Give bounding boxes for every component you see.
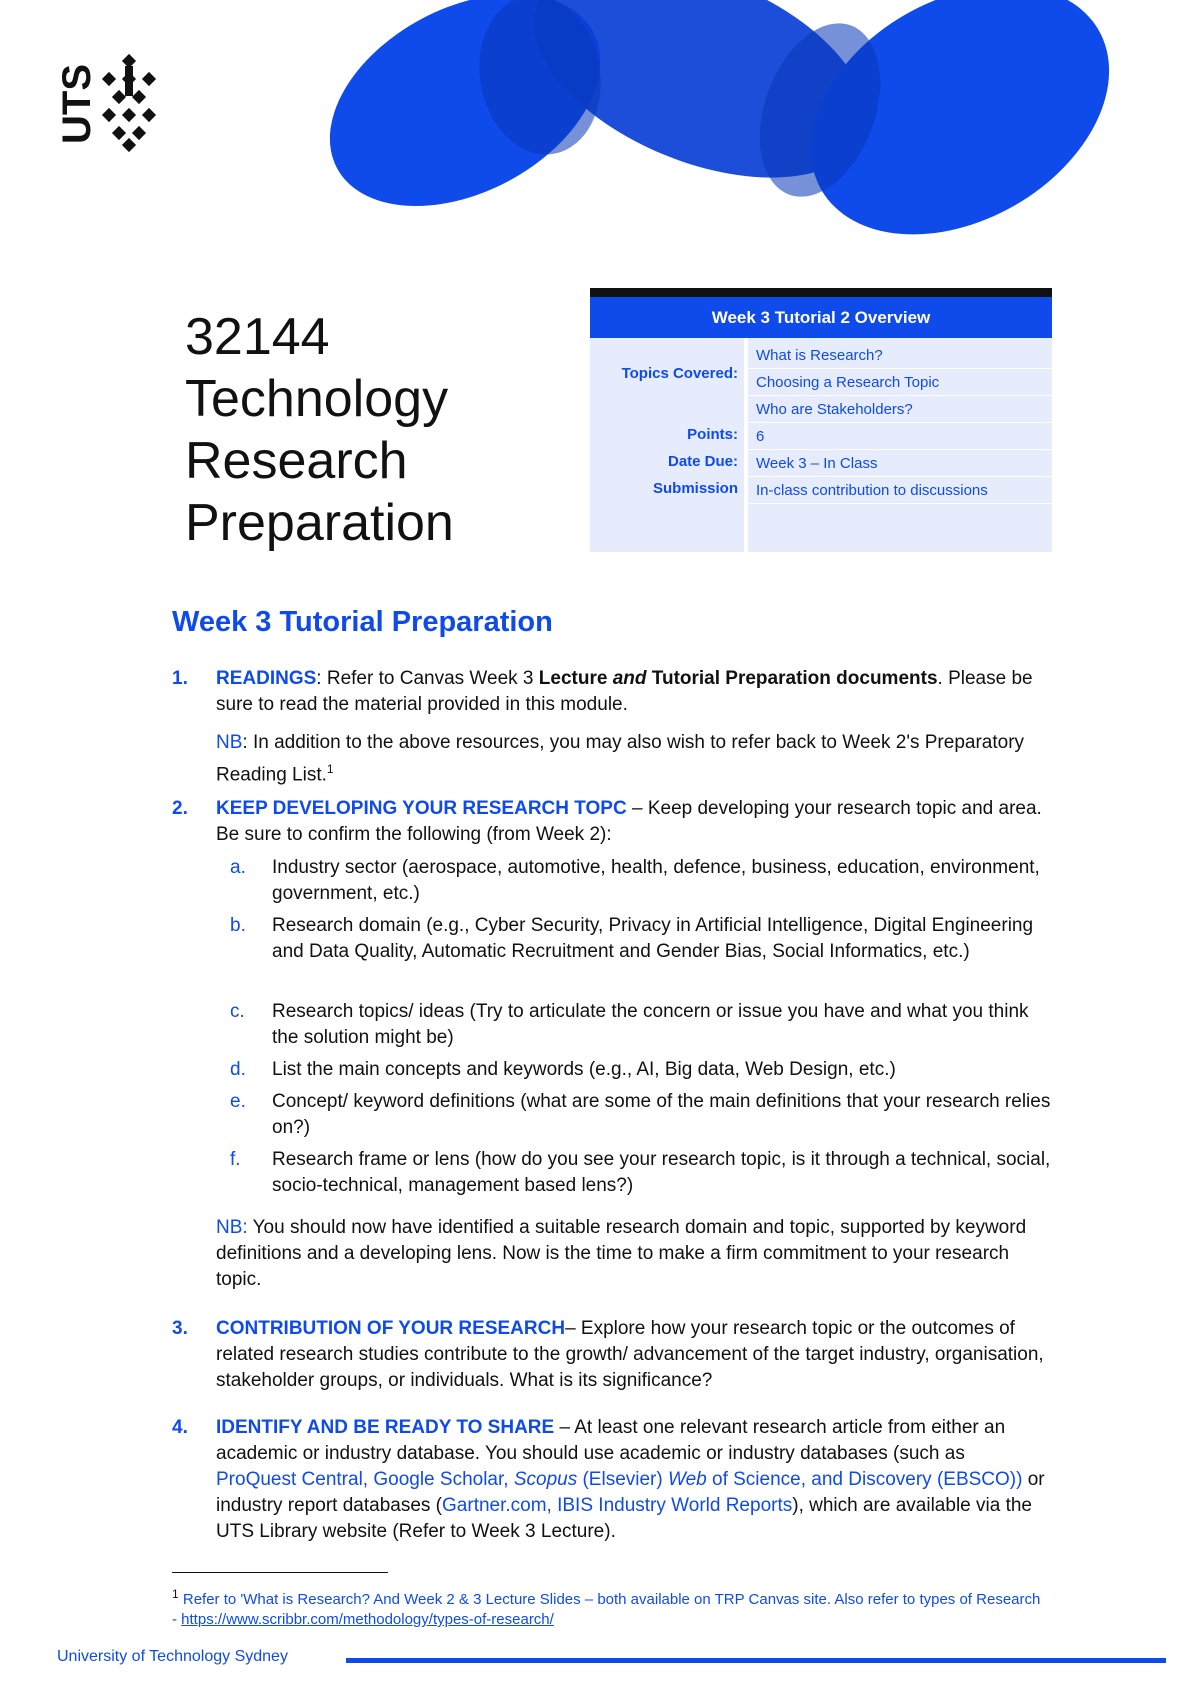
sub-e-letter: e. xyxy=(230,1091,246,1112)
item-2-label: KEEP DEVELOPING YOUR RESEARCH TOPC xyxy=(216,798,627,819)
footnote-rule xyxy=(172,1572,388,1573)
section-heading: Week 3 Tutorial Preparation xyxy=(172,606,553,638)
overview-body xyxy=(590,338,1052,552)
database-list-2[interactable]: of Science, and Discovery (EBSCO)) xyxy=(706,1469,1023,1490)
sub-b-letter: b. xyxy=(230,915,246,936)
submission-value: In-class contribution to discussions xyxy=(748,477,1052,504)
decorative-ellipses xyxy=(0,0,1200,260)
item-1-label: READINGS xyxy=(216,668,317,689)
item-2 xyxy=(216,796,1046,848)
item-1-nb-text: : In addition to the above resources, you may also wish to refer back to Week 2's Preparatory Reading List. xyxy=(216,732,1025,786)
footnote-text: Refer to 'What is Research? And Week 2 & 3 Lecture Slides – both available on TRP Canvas site. Also refer to types of Research - xyxy=(172,1591,1041,1628)
report-databases[interactable]: Gartner.com, IBIS Industry World Reports xyxy=(442,1495,793,1516)
footnote-ref[interactable]: 1 xyxy=(326,762,334,776)
overview-values xyxy=(748,338,1052,552)
item-1-note xyxy=(216,730,1046,788)
topics-label: Topics Covered: xyxy=(621,365,738,382)
points-label: Points: xyxy=(687,426,738,443)
item-1 xyxy=(216,666,1046,718)
item-4-text-b: or industry report databases ( xyxy=(216,1469,1045,1516)
item-4-label: IDENTIFY AND BE READY TO SHARE xyxy=(216,1417,555,1438)
points-value: 6 xyxy=(748,423,1052,450)
database-web[interactable]: Web xyxy=(668,1469,707,1490)
topic-1: What is Research? xyxy=(748,342,1052,369)
footnote-link[interactable]: https://www.scribbr.com/methodology/types-of-research/ xyxy=(181,1611,554,1628)
item-2-nb-text: You should now have identified a suitable research domain and topic, supported by keyword definitions and a developing lens. Now is the time to make a firm commitment to your research topic. xyxy=(216,1217,1027,1290)
sub-e-text: Concept/ keyword definitions (what are some of the main definitions that your research relies on?) xyxy=(272,1091,1051,1138)
logo-emblem xyxy=(102,54,156,152)
footnote-mark: 1 xyxy=(172,1587,179,1601)
sub-c-text: Research topics/ ideas (Try to articulate the concern or issue you have and what you think the solution might be) xyxy=(272,1001,1029,1048)
sub-c-letter: c. xyxy=(230,1001,245,1022)
sub-f-letter: f. xyxy=(230,1149,241,1170)
footnote xyxy=(172,1584,1042,1630)
title-line-1: 32144 xyxy=(185,308,330,366)
sub-b-text: Research domain (e.g., Cyber Security, Privacy in Artificial Intelligence, Digital Engineering and Data Quality, Automatic Recruitment and Gender Bias, Social Informatics, etc.) xyxy=(272,915,1034,962)
sub-a-text: Industry sector (aerospace, automotive, health, defence, business, education, environment, government, etc.) xyxy=(272,857,1040,904)
item-1-text-b: . Please be sure to read the material provided in this module. xyxy=(216,668,1033,715)
item-1-text-a: : Refer to Canvas Week 3 xyxy=(316,668,539,689)
item-4 xyxy=(216,1415,1046,1545)
topic-3: Who are Stakeholders? xyxy=(748,396,1052,423)
title-line-2: Technology xyxy=(185,370,449,428)
item-1-bold-2: Tutorial Preparation documents xyxy=(646,668,938,689)
logo-text: UTS xyxy=(55,64,99,144)
sub-a-letter: a. xyxy=(230,857,246,878)
overview-header: Week 3 Tutorial 2 Overview xyxy=(590,297,1052,338)
sub-d-letter: d. xyxy=(230,1059,246,1080)
document-title xyxy=(185,306,454,554)
item-2-nb-label: NB: xyxy=(216,1217,248,1238)
overview-labels xyxy=(590,338,744,552)
item-3-label: CONTRIBUTION OF YOUR RESEARCH xyxy=(216,1318,566,1339)
submission-label: Submission xyxy=(652,480,738,497)
item-4-number: 4. xyxy=(172,1417,188,1438)
date-label: Date Due: xyxy=(667,453,738,470)
item-1-number: 1. xyxy=(172,668,188,689)
sub-d-text: List the main concepts and keywords (e.g., AI, Big data, Web Design, etc.) xyxy=(272,1059,896,1080)
overview-top-bar xyxy=(590,288,1052,297)
title-line-4: Preparation xyxy=(185,494,454,552)
date-value: Week 3 – In Class xyxy=(748,450,1052,477)
database-elsevier: (Elsevier) xyxy=(577,1469,668,1490)
item-3-number: 3. xyxy=(172,1318,188,1339)
item-2-note xyxy=(216,1215,1046,1293)
topic-2: Choosing a Research Topic xyxy=(748,369,1052,396)
item-1-bold-1: Lecture xyxy=(538,668,613,689)
item-4-text-a: – At least one relevant research article from either an academic or industry database. You should use academic or industry databases (such as xyxy=(216,1417,1006,1464)
overview-table xyxy=(590,288,1052,552)
footer-rule xyxy=(346,1658,1166,1663)
item-4-text-c: ), which are available via the UTS Library website (Refer to Week 3 Lecture). xyxy=(216,1495,1032,1542)
item-3-text: – Explore how your research topic or the outcomes of related research studies contribute to the growth/ advancement of the target industry, organisation, stakeholder groups, or individuals. What is its significance? xyxy=(216,1318,1044,1391)
item-1-and: and xyxy=(612,668,647,689)
item-1-nb-label: NB xyxy=(216,732,243,753)
item-2-number: 2. xyxy=(172,798,188,819)
item-3 xyxy=(216,1316,1046,1394)
database-list-1[interactable]: ProQuest Central, Google Scholar, xyxy=(216,1469,514,1490)
title-line-3: Research xyxy=(185,432,408,490)
database-scopus[interactable]: Scopus xyxy=(513,1469,578,1490)
item-2-text: – Keep developing your research topic and area. Be sure to confirm the following (from Week 2): xyxy=(216,798,1042,845)
sub-f-text: Research frame or lens (how do you see your research topic, is it through a technical, social, socio-technical, management based lens?) xyxy=(272,1149,1051,1196)
uts-logo xyxy=(52,52,162,152)
footer-university: University of Technology Sydney xyxy=(57,1648,288,1665)
